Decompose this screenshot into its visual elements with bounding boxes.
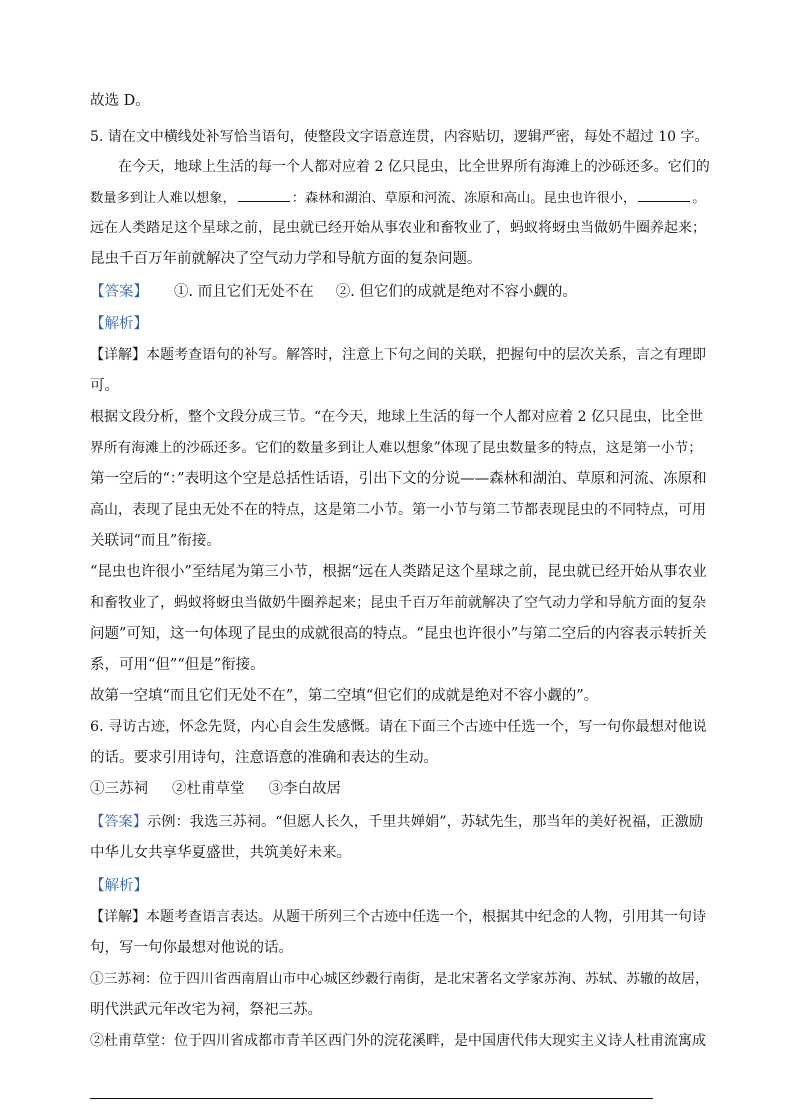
q5-detail-text: 本题考查语句的补写。解答时，注意上下句之间的关联，把握句中的层次关系，言之有理即 (146, 347, 706, 363)
q5-passage-line (90, 187, 712, 209)
q5-detail-line: 和畜牧业了，蚂蚁将蚜虫当做奶牛圈养起来；昆虫千百万年前就解决了空气动力学和导航方面的复杂 (90, 595, 706, 611)
detail-tag: 【详解】 (90, 909, 146, 925)
q5-detail-line: 故第一空填“而且它们无处不在”，第二空填“但它们的成就是绝对不容小觑的”。 (90, 688, 599, 704)
q5-detail-line: “昆虫也许很小”至结尾为第三小节，根据“远在人类踏足这个星球之前，昆虫就已经开始从事农业 (90, 564, 707, 580)
q5-passage-text: ：森林和湖泊、草原和河流、冻原和高山。昆虫也许很小， (291, 191, 637, 206)
q6-option-1: ①三苏祠 (90, 781, 148, 797)
q5-detail-line: 根据文段分析，整个文段分成三节。“在今天，地球上生活的每一个人都对应着 2 亿只昆虫，比全世 (90, 409, 703, 425)
q5-passage-line: 在今天，地球上生活的每一个人都对应着 2 亿只昆虫，比全世界所有海滩上的沙砾还多。它们的 (118, 159, 710, 175)
analysis-tag: 【解析】 (90, 878, 148, 894)
question-6-stem: 的话。要求引用诗句，注意语意的准确和表达的生动。 (90, 750, 438, 766)
question-6-stem: 6. 寻访古迹，怀念先贤，内心自会生发感慨。请在下面三个古迹中任选一个，写一句你最想对他说 (90, 719, 707, 735)
q5-passage-line: 昆虫千百万年前就解决了空气动力学和导航方面的复杂问题。 (90, 251, 482, 267)
q6-answer-text: 示例：我选三苏祠。“但愿人长久，千里共婵娟”，苏轼先生，那当年的美好祝福，正激励 (147, 814, 704, 830)
q6-detail-line: ②杜甫草堂：位于四川省成都市青羊区西门外的浣花溪畔，是中国唐代伟大现实主义诗人杜甫流寓成 (90, 1033, 706, 1049)
previous-answer-conclusion: 故选 D。 (90, 93, 150, 109)
q5-answer-1: ①. 而且它们无处不在 (174, 284, 314, 300)
detail-tag: 【详解】 (90, 347, 146, 363)
q5-passage-line: 远在人类踏足这个星球之前，昆虫就已经开始从事农业和畜牧业了，蚂蚁将蚜虫当做奶牛圈养起来； (90, 220, 706, 236)
q5-detail-line: 系，可用“但”“但是”衔接。 (90, 657, 265, 673)
q5-passage-text: 数量多到让人难以想象， (90, 191, 236, 206)
analysis-tag: 【解析】 (90, 316, 148, 332)
q5-detail-line: 可。 (90, 378, 119, 394)
answer-blank-2 (638, 187, 690, 202)
answer-tag: 【答案】 (90, 814, 148, 830)
q5-detail-line (90, 345, 712, 365)
q5-passage-text: 。 (692, 191, 706, 206)
q6-detail-line: 句，写一句你最想对他说的话。 (90, 940, 293, 956)
q6-option-2: ②杜甫草堂 (172, 781, 245, 797)
q5-detail-line: 界所有海滩上的沙砾还多。它们的数量多到让人难以想象”体现了昆虫数量多的特点，这是第一小节； (90, 440, 703, 456)
question-5-stem: 5. 请在文中横线处补写恰当语句，使整段文字语意连贯，内容贴切，逻辑严密，每处不超过 10 字。 (90, 129, 709, 145)
q5-detail-line: 问题”可知，这一句体现了昆虫的成就很高的特点。“昆虫也许很小”与第二空后的内容表示转折关 (90, 626, 707, 642)
q6-option-3: ③李白故居 (268, 781, 341, 797)
footer-divider (90, 1098, 653, 1099)
q5-answer-2: ②. 但它们的成就是绝对不容小觑的。 (335, 284, 577, 300)
q5-detail-line: 关联词“而且”衔接。 (90, 533, 221, 549)
q5-detail-line: 第一空后的“：”表明这个空是总括性话语，引出下文的分说——森林和湖泊、草原和河流、冻原和 (90, 471, 707, 487)
q6-answer-line: 中华儿女共享华夏盛世，共筑美好未来。 (90, 845, 351, 861)
q6-answer-line (90, 812, 712, 832)
q6-detail-text: 本题考查语言表达。从题干所列三个古迹中任选一个，根据其中纪念的人物，引用其一句诗 (146, 909, 706, 925)
q6-detail-line (90, 907, 712, 927)
q5-detail-line: 高山，表现了昆虫无处不在的特点，这是第二小节。第一小节与第二节都表现昆虫的不同特点，可用 (90, 502, 706, 518)
q6-detail-line: ①三苏祠：位于四川省西南眉山市中心城区纱縠行南街，是北宋著名文学家苏洵、苏轼、苏辙的故居， (90, 971, 709, 987)
q6-detail-line: 明代洪武元年改宅为祠，祭祀三苏。 (90, 1002, 322, 1018)
q6-options (90, 779, 712, 799)
answer-tag: 【答案】 (90, 284, 148, 300)
answer-blank-1 (238, 187, 290, 202)
q5-answer-row (90, 282, 712, 302)
